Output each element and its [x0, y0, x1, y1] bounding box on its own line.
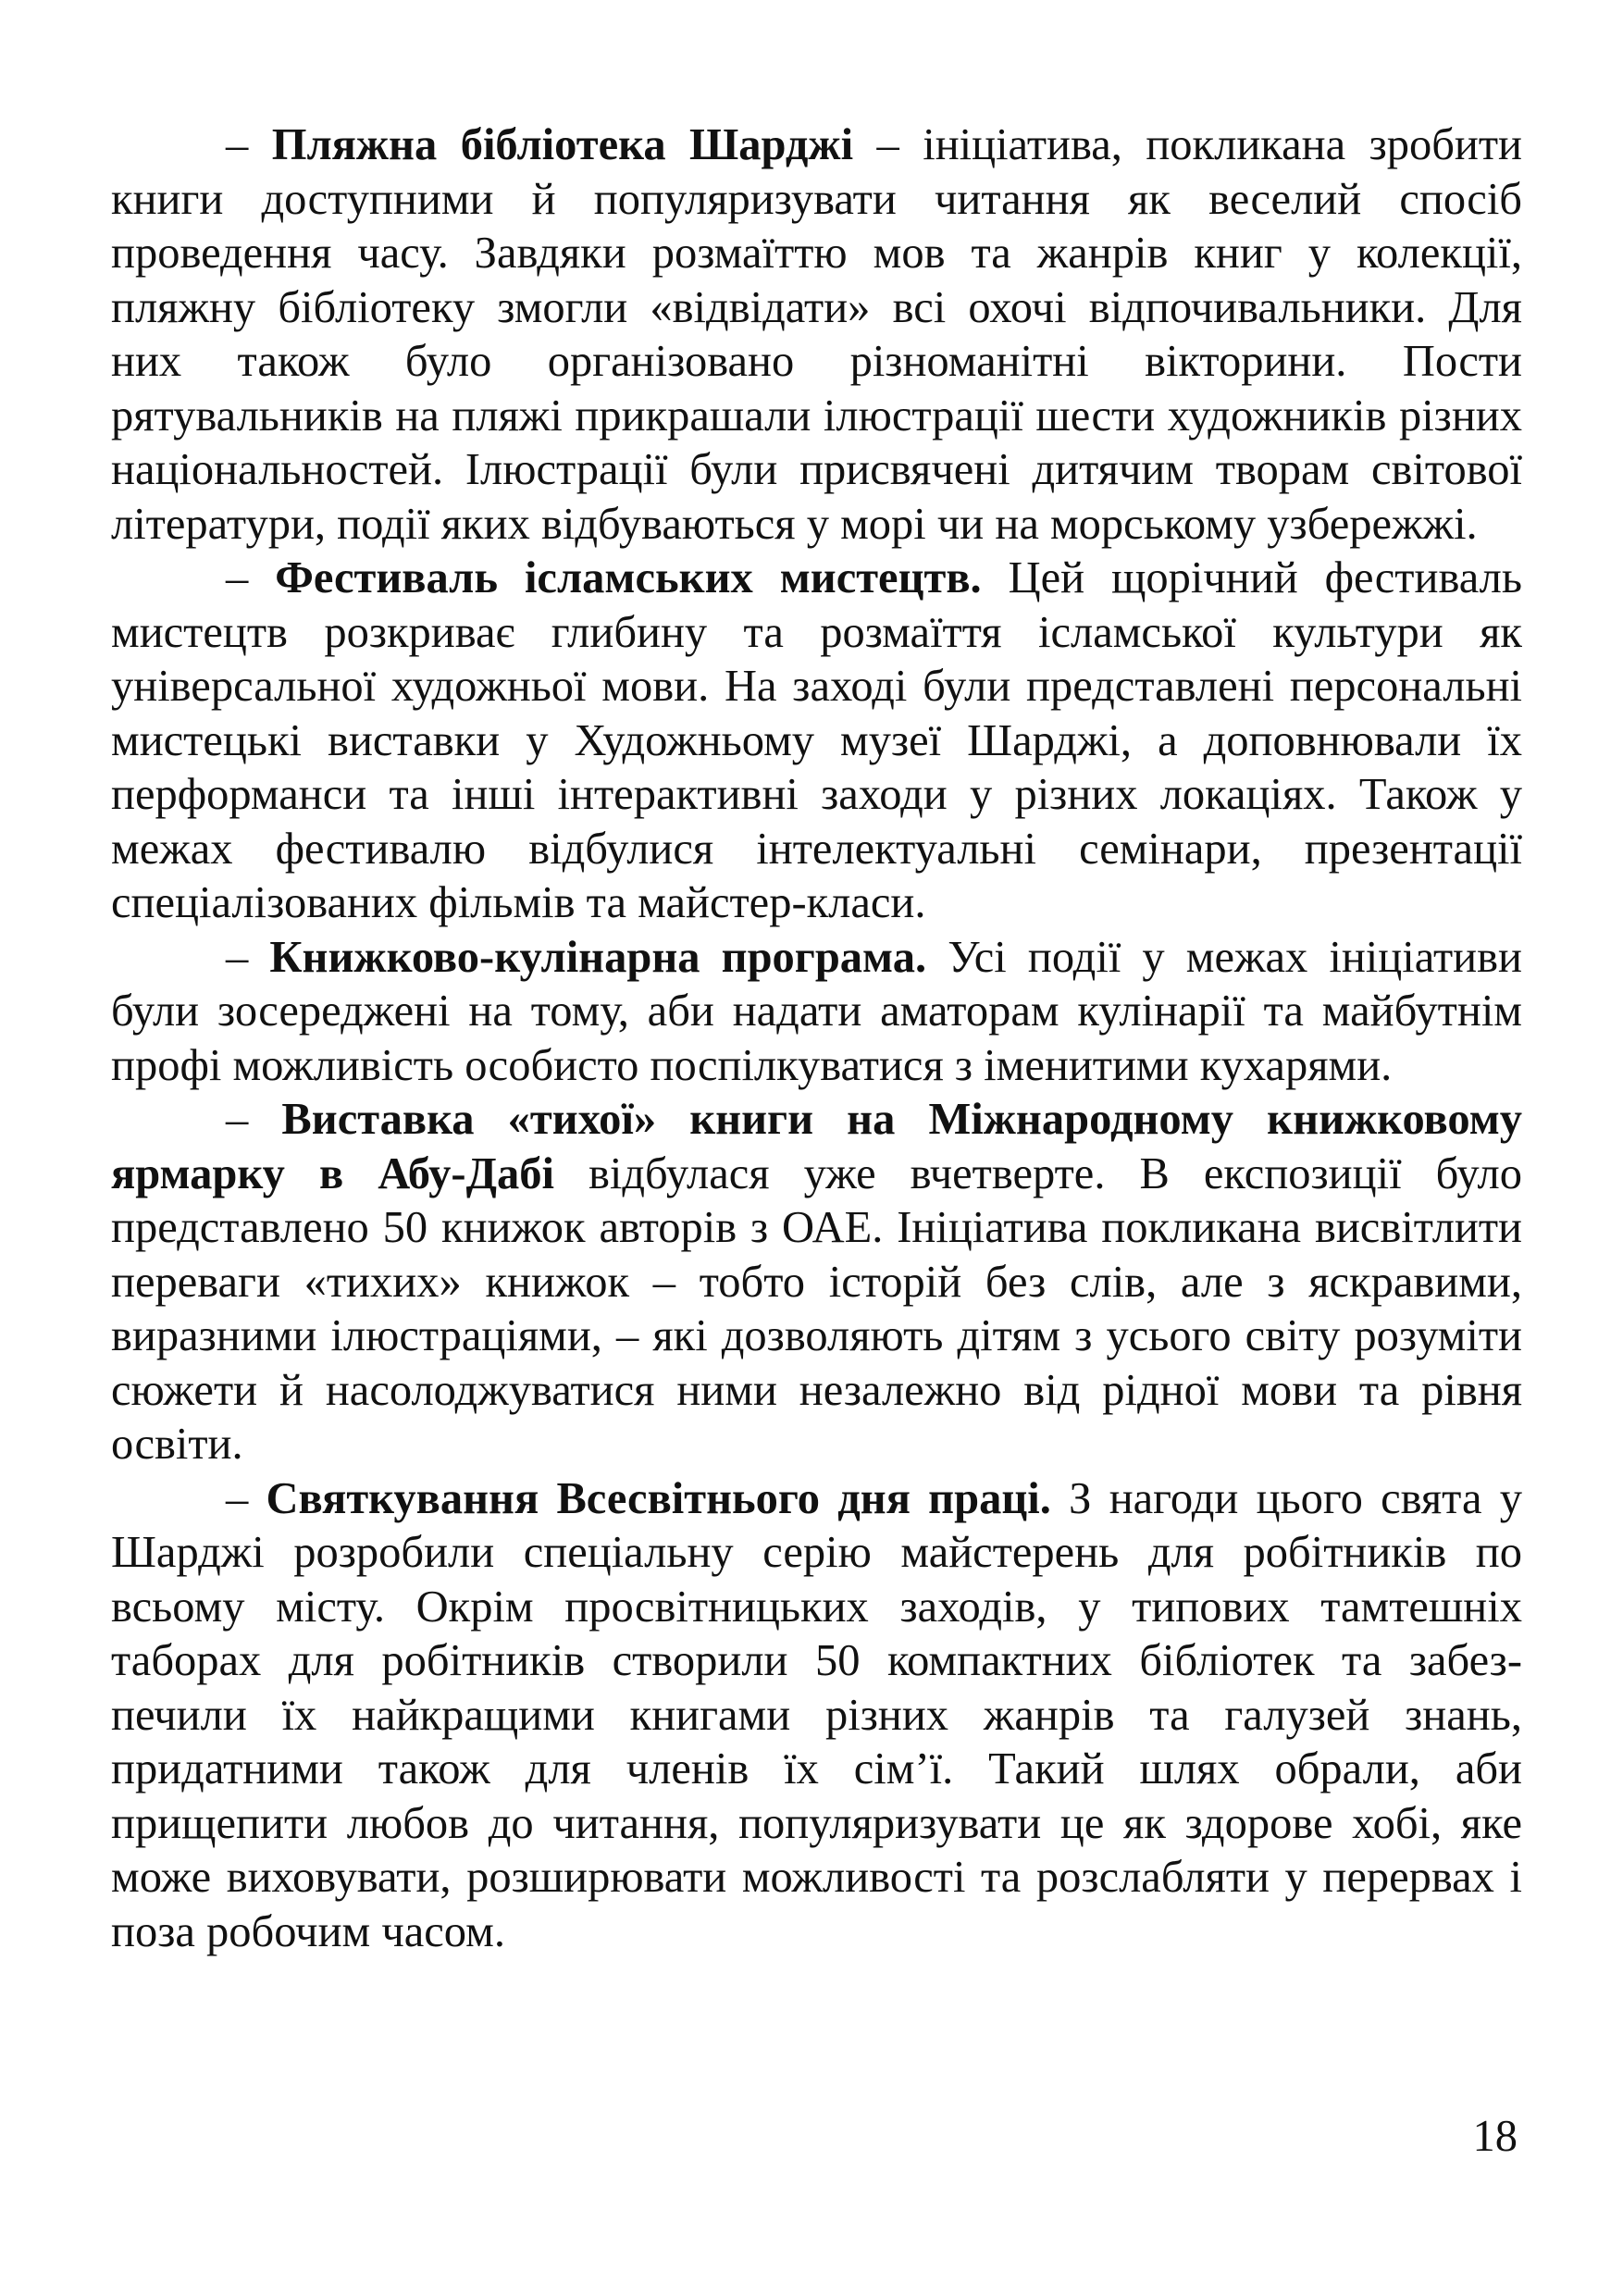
list-dash: – — [226, 553, 276, 602]
paragraph-title: Святкування Всесвітнього дня праці. — [266, 1473, 1051, 1523]
paragraph-labour-day-celebration — [111, 1472, 1522, 1960]
paragraph-islamic-arts-festival — [111, 552, 1522, 931]
paragraph-text: відбулася уже вчетверте. В експозиції було представлено 50 книжок авторів з ОАЕ. Ініціатива покликана висвітлити переваги «тихих» книжок – тобто історій без слів, але з яскравими, виразними ілюстраціями, – які дозволяють дітям з усього світу розуміти сюжети й насолоджуватися ними незалежно від рідної мови та рівня освіти. — [111, 1148, 1522, 1469]
paragraph-title: Пляжна бібліотека Шарджі — [271, 120, 854, 169]
paragraph-book-culinary-program — [111, 931, 1522, 1094]
paragraph-title: Фестиваль ісламських мистецтв. — [275, 553, 982, 602]
paragraph-silent-book-exhibition — [111, 1093, 1522, 1472]
page-number: 18 — [1472, 2112, 1518, 2161]
paragraph-text: З нагоди цього свята у Шарджі розробили спеціальну серію майстерень для робітників по всьому місту. Окрім просвітницьких заходів, у типових тамтешніх таборах для робітників створили 50 компактних бібліотек та забез-печили їх найкращими книгами різних жанрів та галузей знань, придатними також для членів їх сім’ї. Такий шлях обрали, аби прищепити любов до читання, популяризувати це як здорове хобі, яке може виховувати, розширювати можливості та розслабляти у перервах і поза робочим часом. — [111, 1473, 1522, 1956]
list-dash: – — [226, 932, 270, 982]
list-dash: – — [226, 1095, 282, 1144]
paragraph-title: Виставка «тихої» книги на Міжнародному книжковому ярмарку в Абу-Дабі — [111, 1095, 1523, 1198]
paragraph-text: Усі події у межах ініціативи були зосереджені на тому, аби надати аматорам кулінарії та майбутнім профі можливість особисто поспілкуватися з іменитими кухарями. — [111, 932, 1522, 1090]
paragraph-title: Книжково-кулінарна програма. — [269, 932, 927, 982]
list-dash: – — [226, 120, 272, 169]
list-dash: – — [226, 1473, 266, 1523]
paragraph-text: – ініціатива, покликана зробити книги доступними й популяризувати читання як веселий спосіб проведення часу. Завдяки розмаїттю мов та жанрів книг у колекції, пляжну бібліотеку змогли «відвідати» всі охочі відпочивальники. Для них також було організовано різноманітні вікторини. Пости рятувальників на пляжі прикрашали ілюстрації шести художників різних національностей. Ілюстрації були присвячені дитячим творам світової літератури, події яких відбуваються у морі чи на морському узбережжі. — [111, 120, 1523, 549]
paragraph-text: Цей щорічний фестиваль мистецтв розкриває глибину та розмаїття ісламської культури як універсальної художньої мови. На заході були представлені персональні мистецькі виставки у Художньому музеї Шарджі, а доповнювали їх перформанси та інші інтерактивні заходи у різних локаціях. Також у межах фестивалю відбулися інтелектуальні семінари, презентації спеціалізованих фільмів та майстер-класи. — [111, 553, 1522, 927]
paragraph-beach-library — [111, 118, 1522, 552]
document-body — [111, 118, 1522, 1959]
